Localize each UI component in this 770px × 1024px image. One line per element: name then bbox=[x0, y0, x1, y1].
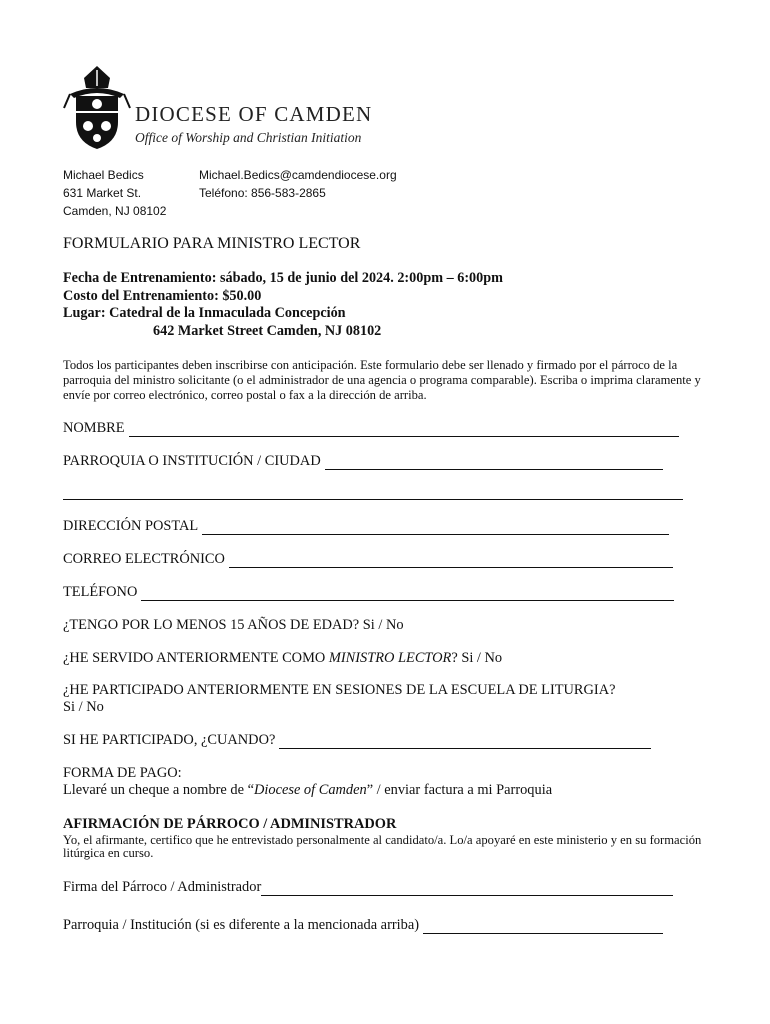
served-question[interactable] bbox=[63, 650, 502, 667]
when-input-line[interactable] bbox=[279, 734, 651, 749]
parish-other-input-line[interactable] bbox=[423, 919, 663, 934]
name-field bbox=[63, 420, 679, 437]
parish-input-line[interactable] bbox=[325, 455, 663, 470]
payment-title: FORMA DE PAGO: bbox=[63, 765, 182, 781]
affirmation-text: Yo, el afirmante, certifico que he entrevistado personalmente al candidato/a. Lo/a apoyaré en este ministerio y en su formación litúrgica en curso. bbox=[63, 833, 702, 860]
form-title: FORMULARIO PARA MINISTRO LECTOR bbox=[63, 235, 361, 252]
postal-input-line[interactable] bbox=[202, 520, 669, 535]
diocese-logo bbox=[62, 64, 373, 154]
name-input-line[interactable] bbox=[129, 422, 679, 437]
training-cost: Costo del Entrenamiento: $50.00 bbox=[63, 287, 262, 304]
contact-street: 631 Market St. bbox=[63, 186, 142, 200]
contact-phone: Teléfono: 856-583-2865 bbox=[199, 186, 326, 200]
contact-name: Michael Bedics bbox=[63, 168, 144, 182]
training-place: Lugar: Catedral de la Inmaculada Concepción bbox=[63, 305, 346, 321]
org-name-part2: CAMDEN bbox=[274, 102, 373, 126]
training-date: Fecha de Entrenamiento: sábado, 15 de junio del 2024. 2:00pm – 6:00pm bbox=[63, 270, 503, 286]
contact-city: Camden, NJ 08102 bbox=[63, 204, 167, 218]
payment-text-post: ” / enviar factura a mi Parroquia bbox=[366, 782, 553, 798]
postal-field bbox=[63, 518, 669, 535]
org-name bbox=[135, 104, 372, 125]
served-question-role: MINISTRO LECTOR bbox=[328, 650, 452, 666]
phone-label: TELÉFONO bbox=[63, 584, 138, 600]
diocese-seal-icon bbox=[62, 64, 132, 150]
when-field bbox=[63, 732, 651, 749]
liturgy-school-question[interactable] bbox=[63, 682, 616, 716]
contact-address bbox=[63, 166, 166, 220]
parish-label: PARROQUIA O INSTITUCIÓN / CIUDAD bbox=[63, 453, 321, 469]
contact-email: Michael.Bedics@camdendiocese.org bbox=[199, 168, 397, 182]
instructions-text: Todos los participantes deben inscribirse con anticipación. Este formulario debe ser llenado y firmado por el párroco de la parroquia del ministro solicitante (o el administrador de una agencia o programa comparable). Escriba o imprima claramente y envíe por correo electrónico, correo postal o fax a la dirección de arriba. bbox=[63, 358, 701, 402]
name-label: NOMBRE bbox=[63, 420, 125, 436]
training-address: 642 Market Street Camden, NJ 08102 bbox=[153, 322, 382, 339]
signature-label: Firma del Párroco / Administrador bbox=[63, 879, 262, 895]
served-question-post: ? Si / No bbox=[451, 650, 503, 666]
training-info bbox=[63, 270, 503, 340]
contact-details bbox=[199, 166, 397, 202]
served-question-pre: ¿HE SERVIDO ANTERIORMENTE COMO bbox=[63, 650, 329, 666]
parish-other-label: Parroquia / Institución (si es diferente a la mencionada arriba) bbox=[63, 917, 420, 933]
phone-field bbox=[63, 584, 674, 601]
payment-text-pre: Llevaré un cheque a nombre de “ bbox=[63, 782, 254, 798]
email-input-line[interactable] bbox=[229, 553, 673, 568]
phone-input-line[interactable] bbox=[141, 586, 674, 601]
parish-continuation-line[interactable] bbox=[63, 499, 683, 500]
age-question[interactable]: ¿TENGO POR LO MENOS 15 AÑOS DE EDAD? Si / No bbox=[63, 617, 404, 633]
payment-section bbox=[63, 765, 552, 799]
payment-options[interactable] bbox=[63, 782, 552, 799]
affirmation-title: AFIRMACIÓN DE PÁRROCO / ADMINISTRADOR bbox=[63, 816, 397, 832]
email-field bbox=[63, 551, 673, 568]
payment-payee: Diocese of Camden bbox=[253, 782, 367, 798]
signature-input-line[interactable] bbox=[261, 881, 673, 896]
postal-label: DIRECCIÓN POSTAL bbox=[63, 518, 199, 534]
parish-field bbox=[63, 453, 663, 470]
org-subtitle: Office of Worship and Christian Initiation bbox=[135, 130, 362, 145]
org-name-part1: DIOCESE OF bbox=[135, 102, 268, 126]
email-label: CORREO ELECTRÓNICO bbox=[63, 551, 225, 567]
liturgy-school-answer: Si / No bbox=[63, 699, 104, 715]
liturgy-school-question-text: ¿HE PARTICIPADO ANTERIORMENTE EN SESIONES DE LA ESCUELA DE LITURGIA? bbox=[63, 682, 616, 698]
when-label: SI HE PARTICIPADO, ¿CUANDO? bbox=[63, 732, 276, 748]
signature-field bbox=[63, 879, 673, 896]
parish-other-field bbox=[63, 917, 663, 934]
